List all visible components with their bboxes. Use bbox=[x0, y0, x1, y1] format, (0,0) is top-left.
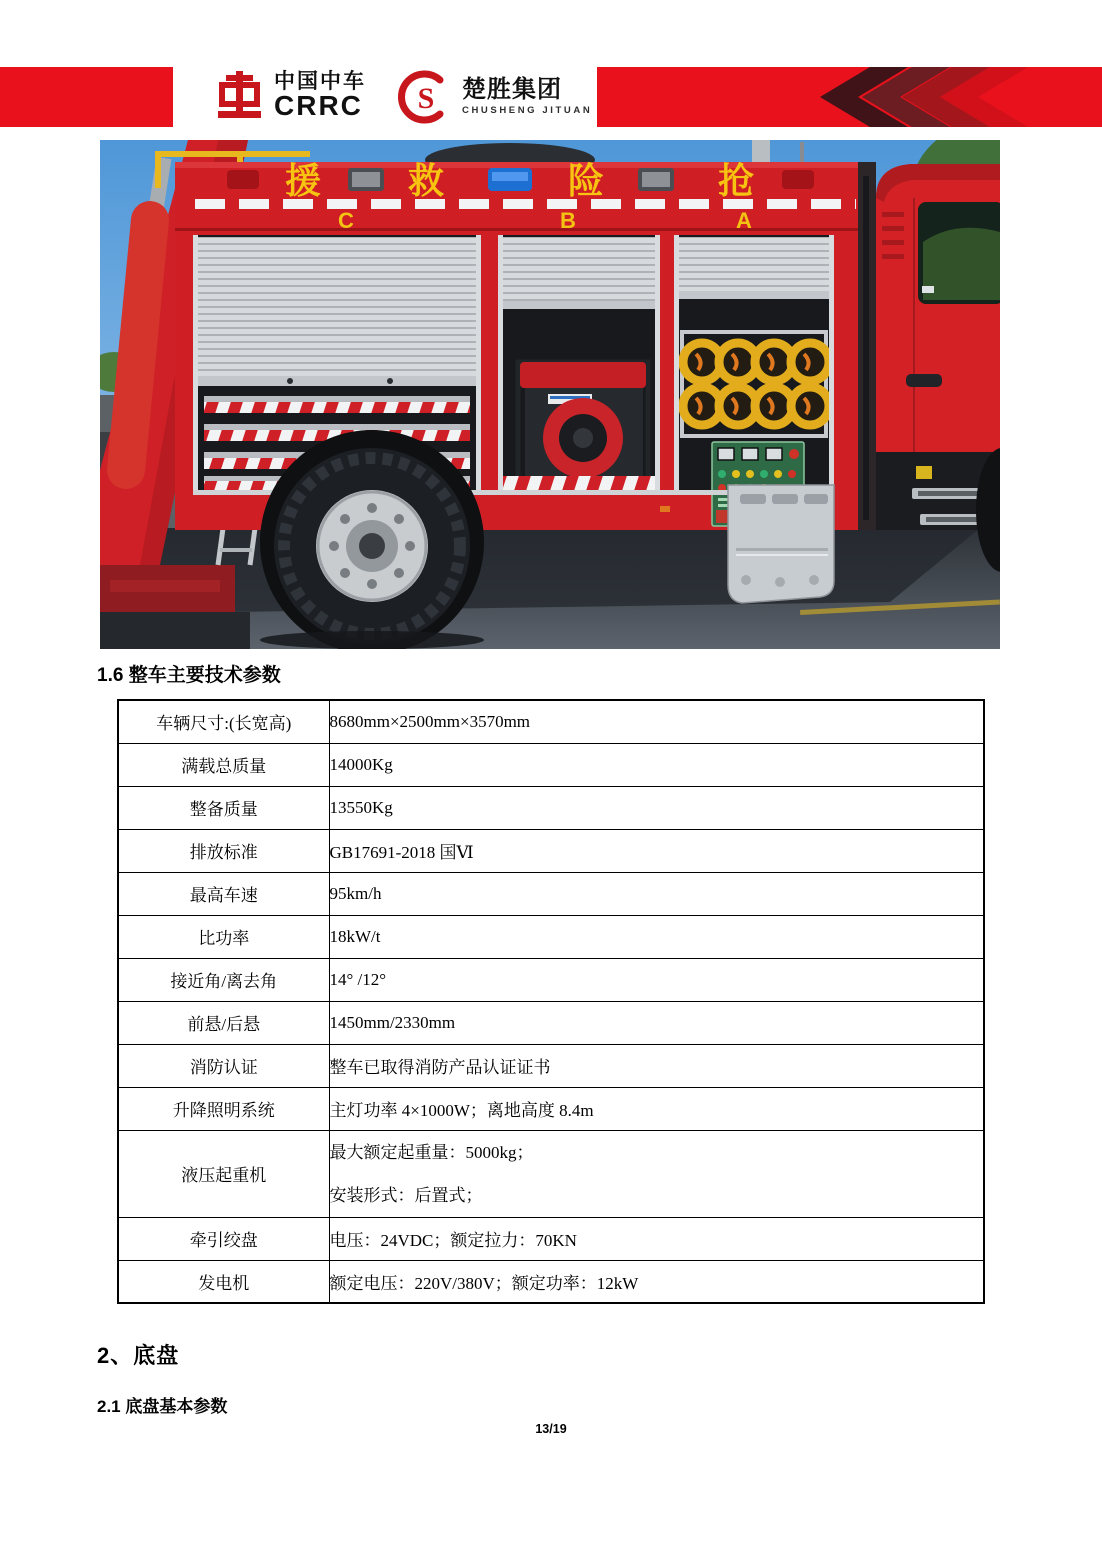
fire-truck-photo bbox=[100, 140, 1000, 649]
spec-value-cell: 1450mm/2330mm bbox=[329, 1001, 984, 1044]
section-heading-2: 2、底盘 bbox=[97, 1343, 180, 1368]
spec-label-cell: 液压起重机 bbox=[118, 1130, 329, 1217]
spec-value-cell: 额定电压：220V/380V；额定功率：12kW bbox=[329, 1260, 984, 1303]
section-heading-2-1: 2.1 底盘基本参数 bbox=[97, 1397, 228, 1416]
chusheng-en-text: CHUSHENG JITUAN bbox=[462, 104, 593, 116]
spec-value-cell: 14000Kg bbox=[329, 743, 984, 786]
chevron-decoration-icon bbox=[808, 67, 1102, 127]
table-row bbox=[118, 1217, 984, 1260]
spec-label-cell: 整备质量 bbox=[118, 786, 329, 829]
chusheng-emblem-icon bbox=[396, 69, 452, 125]
spec-value-cell: 电压：24VDC；额定拉力：70KN bbox=[329, 1217, 984, 1260]
spec-value-line: 安装形式：后置式； bbox=[329, 1185, 483, 1205]
table-row bbox=[118, 786, 984, 829]
table-row bbox=[118, 958, 984, 1001]
crrc-en-text: CRRC bbox=[274, 90, 363, 122]
compartment-label: B bbox=[560, 208, 576, 233]
crrc-logo bbox=[214, 71, 366, 121]
banner-char: 抢 bbox=[717, 160, 755, 201]
spec-value-cell bbox=[329, 1130, 984, 1217]
spec-label-cell: 比功率 bbox=[118, 915, 329, 958]
chusheng-logo bbox=[396, 69, 592, 125]
spec-value-cell: 95km/h bbox=[329, 872, 984, 915]
table-row bbox=[118, 1130, 984, 1217]
crrc-emblem-icon bbox=[214, 71, 264, 121]
table-row bbox=[118, 872, 984, 915]
header-band bbox=[0, 67, 1102, 127]
spec-table-container bbox=[117, 699, 985, 1304]
spec-label-cell: 发电机 bbox=[118, 1260, 329, 1303]
table-row bbox=[118, 1260, 984, 1303]
chusheng-cn-text: 楚胜集团 bbox=[462, 76, 562, 104]
spec-label-cell: 最高车速 bbox=[118, 872, 329, 915]
table-row bbox=[118, 700, 984, 743]
table-row bbox=[118, 829, 984, 872]
banner-char: 救 bbox=[407, 160, 445, 201]
table-row bbox=[118, 743, 984, 786]
spec-label-cell: 满载总质量 bbox=[118, 743, 329, 786]
spec-label-cell: 消防认证 bbox=[118, 1044, 329, 1087]
compartment-label: C bbox=[338, 208, 354, 233]
svg-text:S: S bbox=[417, 82, 435, 115]
spec-label-cell: 牵引绞盘 bbox=[118, 1217, 329, 1260]
banner-char: 援 bbox=[284, 160, 322, 201]
spec-label-cell: 车辆尺寸:(长宽高) bbox=[118, 700, 329, 743]
spec-label-cell: 接近角/离去角 bbox=[118, 958, 329, 1001]
spec-value-cell: 8680mm×2500mm×3570mm bbox=[329, 700, 984, 743]
spec-value-cell: GB17691-2018 国Ⅵ bbox=[329, 829, 984, 872]
spec-label-cell: 排放标准 bbox=[118, 829, 329, 872]
spec-value-cell: 18kW/t bbox=[329, 915, 984, 958]
spec-label-cell: 前悬/后悬 bbox=[118, 1001, 329, 1044]
table-row bbox=[118, 1001, 984, 1044]
compartment-label: A bbox=[736, 208, 752, 233]
spec-value-cell: 主灯功率 4×1000W；离地高度 8.4m bbox=[329, 1087, 984, 1130]
table-row bbox=[118, 1087, 984, 1130]
spec-value-cell: 14° /12° bbox=[329, 958, 984, 1001]
spec-value-cell: 13550Kg bbox=[329, 786, 984, 829]
spec-value-cell: 整车已取得消防产品认证证书 bbox=[329, 1044, 984, 1087]
crrc-cn-text: 中国中车 bbox=[274, 70, 366, 94]
spec-table bbox=[117, 699, 985, 1304]
table-row bbox=[118, 1044, 984, 1087]
spec-value-line: 最大额定起重量：5000kg； bbox=[329, 1142, 534, 1162]
table-row bbox=[118, 915, 984, 958]
fire-truck-illustration bbox=[100, 140, 1000, 649]
page-number: 13/19 bbox=[535, 1422, 567, 1436]
section-heading-1-6: 1.6 整车主要技术参数 bbox=[97, 665, 281, 686]
spec-label-cell: 升降照明系统 bbox=[118, 1087, 329, 1130]
banner-char: 险 bbox=[567, 160, 605, 201]
